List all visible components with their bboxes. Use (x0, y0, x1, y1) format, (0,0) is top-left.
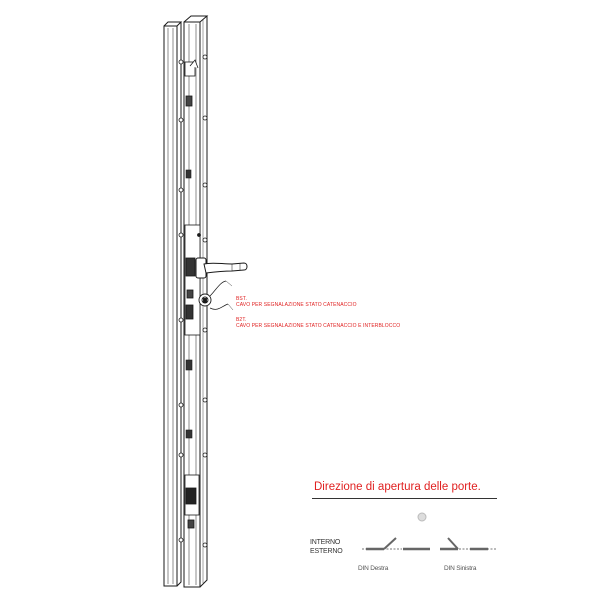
annotation-b2t-code: B2T. (236, 317, 247, 323)
door-handle (196, 258, 247, 278)
cylinder (199, 294, 211, 306)
din-left-label: DIN Sinistra (444, 565, 477, 572)
din-right-label: DIN Destra (358, 565, 389, 572)
lock-body (185, 225, 201, 335)
annotation-bst-code: BST. (236, 296, 247, 302)
signal-cables (210, 281, 233, 310)
outside-label: ESTERNO (310, 548, 343, 555)
annotation-b2t-text: CAVO PER SEGNALAZIONE STATO CATENACCIO E INTERBLOCCO (236, 323, 401, 329)
legend-title: Direzione di apertura delle porte. (314, 481, 481, 493)
annotation-bst-text: CAVO PER SEGNALAZIONE STATO CATENACCIO (236, 302, 357, 308)
door-direction-diagrams (362, 513, 497, 549)
annotation-bst (236, 296, 357, 308)
inside-label: INTERNO (310, 539, 341, 546)
annotation-b2t (236, 317, 400, 329)
legend-divider (312, 498, 497, 499)
left-rail (164, 22, 181, 586)
